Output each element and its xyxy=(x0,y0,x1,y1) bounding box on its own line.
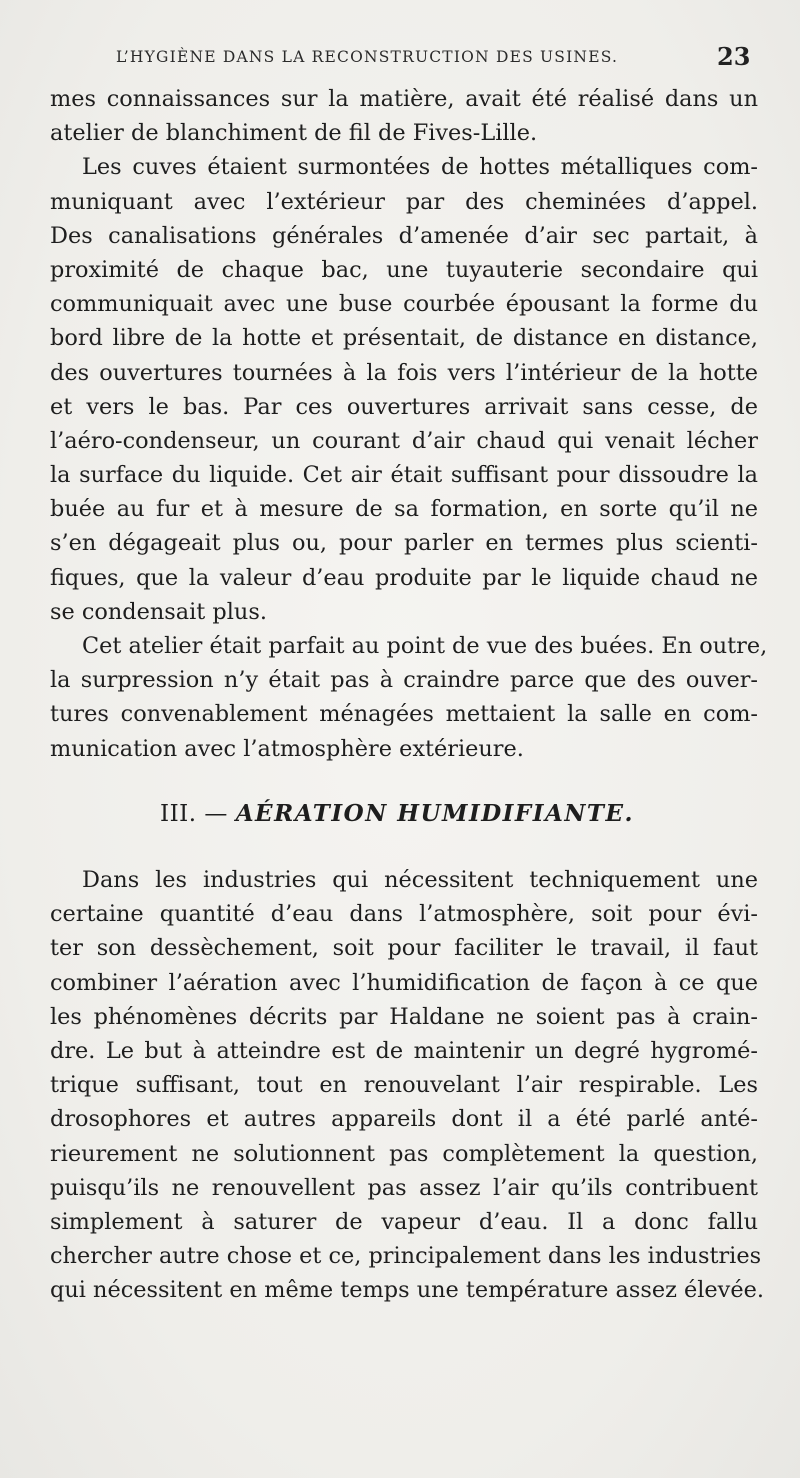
text-line: la surpression n’y était pas à craindre parce que des ouver- xyxy=(50,667,758,694)
running-title: L’HYGIÈNE DANS LA RECONSTRUCTION DES USINES. xyxy=(116,48,619,66)
text-line: atelier de blanchiment de fil de Fives-Lille. xyxy=(50,120,538,147)
text-line: proximité de chaque bac, une tuyauterie secondaire qui xyxy=(50,256,758,283)
text-line: se condensait plus. xyxy=(50,598,267,625)
text-line: les phénomènes décrits par Haldane ne soient pas à crain- xyxy=(50,1003,758,1030)
text-line: ter son dessèchement, soit pour faciliter le travail, il faut xyxy=(50,935,758,962)
section-title: AÉRATION HUMIDIFIANTE. xyxy=(235,800,635,827)
text-line: des ouvertures tournées à la fois vers l’intérieur de la hotte xyxy=(50,359,758,386)
text-line: tures convenablement ménagées mettaient la salle en com- xyxy=(50,701,758,728)
text-line: Cet atelier était parfait au point de vue des buées. En outre, xyxy=(82,633,768,659)
text-line: simplement à saturer de vapeur d’eau. Il a donc fallu xyxy=(50,1208,758,1235)
text-line: qui nécessitent en même temps une température assez élevée. xyxy=(50,1277,764,1304)
text-line: chercher autre chose et ce, principalement dans les industries xyxy=(50,1243,762,1270)
text-line: la surface du liquide. Cet air était suffisant pour dissoudre la xyxy=(50,462,758,489)
section-heading xyxy=(160,800,634,827)
text-line: s’en dégageait plus ou, pour parler en termes plus scienti- xyxy=(50,530,758,557)
text-line: dre. Le but à atteindre est de maintenir un degré hygromé- xyxy=(50,1037,758,1064)
text-line: munication avec l’atmosphère extérieure. xyxy=(50,735,524,762)
body-text-upper xyxy=(50,82,768,766)
text-line: rieurement ne solutionnent pas complètement la question, xyxy=(50,1140,758,1167)
page-number: 23 xyxy=(717,42,751,71)
text-line: muniquant avec l’extérieur par des cheminées d’appel. xyxy=(50,188,758,215)
text-line: Dans les industries qui nécessitent techniquement une xyxy=(82,867,758,893)
text-line: bord libre de la hotte et présentait, de distance en distance, xyxy=(50,325,758,352)
text-line: certaine quantité d’eau dans l’atmosphère, soit pour évi- xyxy=(50,901,758,928)
text-line: puisqu’ils ne renouvellent pas assez l’air qu’ils contribuent xyxy=(50,1174,758,1201)
text-line: combiner l’aération avec l’humidification de façon à ce que xyxy=(50,969,758,996)
text-line: mes connaissances sur la matière, avait été réalisé dans un xyxy=(50,86,758,112)
section-number: III. — xyxy=(160,801,228,827)
text-line: communiquait avec une buse courbée épousant la forme du xyxy=(50,291,758,318)
text-line: trique suffisant, tout en renouvelant l’air respirable. Les xyxy=(50,1072,758,1099)
body-text-lower xyxy=(50,863,764,1307)
text-line: et vers le bas. Par ces ouvertures arrivait sans cesse, de xyxy=(50,393,758,420)
text-line: drosophores et autres appareils dont il a été parlé anté- xyxy=(50,1106,758,1133)
text-line: Des canalisations générales d’amenée d’air sec partait, à xyxy=(50,222,758,249)
text-line: fiques, que la valeur d’eau produite par le liquide chaud ne xyxy=(50,564,758,591)
text-line: Les cuves étaient surmontées de hottes métalliques com- xyxy=(82,154,758,181)
text-line: l’aéro-condenseur, un courant d’air chaud qui venait lécher xyxy=(50,427,758,454)
text-line: buée au fur et à mesure de sa formation, en sorte qu’il ne xyxy=(50,496,758,523)
running-header xyxy=(0,38,800,78)
